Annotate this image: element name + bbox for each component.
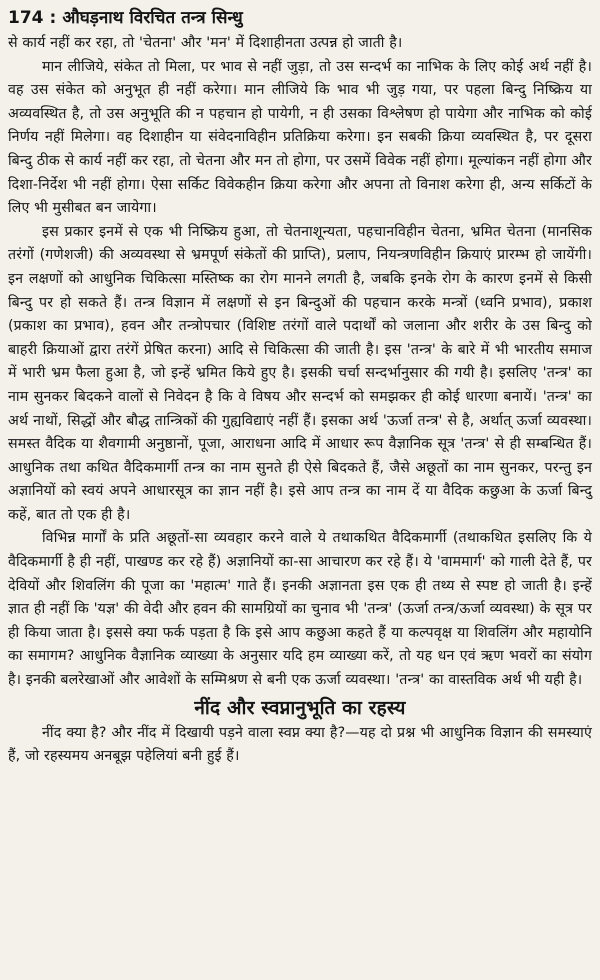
section-heading: नींद और स्वप्नानुभूति का रहस्य: [194, 696, 406, 719]
page-number: 174: [8, 8, 44, 28]
paragraph-continuation: से कार्य नहीं कर रहा, तो 'चेतना' और 'मन' में दिशाहीनता उत्पन्न हो जाती है।: [8, 35, 403, 51]
paragraph: विभिन्न मार्गों के प्रति अछूतों-सा व्यवहार करने वाले ये तथाकथित वैदिकमार्गी (तथाकथित इसलिए कि ये वैदिकमार्गी है ही नहीं, पाखण्ड कर रहे हैं) अज्ञानियों का-सा आचारण कर रहे हैं। ये 'वाममार्ग' को गाली देते हैं, पर देवियों और शिवलिंग की पूजा का 'महात्म' गाते हैं। इनकी अज्ञानता इस एक ही तथ्य से स्पष्ट हो जाती है। इन्हें ज्ञात ही नहीं कि 'यज्ञ' की वेदी और हवन की सामग्रियों का चुनाव भी 'तन्त्र' (ऊर्जा तन्त्र/ऊर्जा व्यवस्था) के सूत्र पर ही किया जाता है। इससे क्या फर्क पड़ता है कि इसे आप कछुआ कहते हैं या कल्पवृक्ष या शिवलिंग और महायोनि का समागम? आधुनिक वैज्ञानिक व्याख्या के अनुसार यदि हम व्याख्या करें, तो यह धन एवं ऋण भवरों का संयोग है। इनकी बलरेखाओं और आवेशों के सम्मिश्रण से बनी एक ऊर्जा व्यवस्था। 'तन्त्र' का वास्तविक अर्थ भी यही है।: [8, 530, 592, 689]
book-title: औघड़नाथ विरचित तन्त्र सिन्धु: [62, 8, 243, 28]
page-header: [8, 6, 592, 32]
paragraph: नींद क्या है? और नींद में दिखायी पड़ने वाला स्वप्न क्या है?—यह दो प्रश्न भी आधुनिक विज्ञान की समस्याएं हैं, जो रहस्यमय अनबूझ पहेलियां बनी हुई हैं।: [8, 724, 592, 765]
page-body: [8, 32, 592, 769]
paragraph: इस प्रकार इनमें से एक भी निष्क्रिय हुआ, तो चेतनाशून्यता, पहचानविहीन चेतना, भ्रमित चेतना (मानसिक तरंगों (गणेशजी) की अव्यवस्था से भ्रमपूर्ण संकेतों की प्राप्ति), प्रलाप, नियन्त्रणविहीन क्रियाएं प्रारम्भ हो जायेंगी। इन लक्षणों को आधुनिक चिकित्सा मस्तिष्क का रोग मानने लगती है, जबकि इनके रोग के कारण इनमें से किसी बिन्दु पर हो सकते हैं। तन्त्र विज्ञान में लक्षणों से इन बिन्दुओं की पहचान करके मन्त्रों (ध्वनि प्रभाव), प्रकाश (प्रकाश का प्रभाव), हवन और तन्त्रोपचार (विशिष्ट तरंगों वाले पदार्थों को जलाना और शरीर के उस बिन्दु को बाहरी क्रियाओं द्वारा तरंगें प्रेषित करना) आदि से चिकित्सा की जाती है। इस 'तन्त्र' के बारे में भी भारतीय समाज में भारी भ्रम फैला हुआ है, जो इन्हें भ्रमित किये हुए है। इसकी चर्चा सन्दर्भानुसार की गयी है। इसलिए 'तन्त्र' का नाम सुनकर बिदकने वालों से निवेदन है कि वे विषय और सन्दर्भ को समझकर ही कोई धारणा बनायें। 'तन्त्र' का अर्थ नाथों, सिद्धों और बौद्ध तान्त्रिकों की गुह्यविद्याएं नहीं हैं। इसका अर्थ 'ऊर्जा तन्त्र' से है, अर्थात् ऊर्जा व्यवस्था। समस्त वैदिक या शैवगामी अनुष्ठानों, पूजा, आराधना आदि में आधार रूप वैज्ञानिक सूत्र 'तन्त्र' से ही सम्बन्धित हैं। आधुनिक तथा कथित वैदिकमार्गी तन्त्र का नाम सुनते ही ऐसे बिदकते हैं, जैसे अछूतों का नाम सुनकर, परन्तु इन अज्ञानियों को स्वयं अपने आधारसूत्र का ज्ञान नहीं है। इसे आप तन्त्र का नाम दें या वैदिक कछुआ के ऊर्जा बिन्दु कहें, बात तो एक ही है।: [8, 223, 592, 523]
header-separator: :: [49, 8, 57, 28]
paragraph: मान लीजिये, संकेत तो मिला, पर भाव से नहीं जुड़ा, तो उस सन्दर्भ का नाभिक के लिए कोई अर्थ नहीं है। वह उस संकेत को अनुभूत ही नहीं करेगा। मान लीजिये कि भाव भी जुड़ गया, पर पहला बिन्दु निष्क्रिय या अव्यवस्थित है, तो उस अनुभूति की न पहचान हो पायेगी, न ही उसका विश्लेषण हो पायेगा और नाभिक को कोई निर्णय नहीं मिलेगा। वह दिशाहीन या संवेदनाविहीन प्रतिक्रिया करेगा। इन सबकी क्रिया व्यवस्थित है, पर दूसरा बिन्दु ठीक से कार्य नहीं कर रहा, तो चेतना और मन तो होगा, पर उसमें विवेक नहीं होगा। मूल्यांकन नहीं होगा और दिशा-निर्देश भी नहीं होगा। ऐसा सर्किट विवेकहीन क्रिया करेगा और अपना तो विनाश करेगा ही, अन्य सर्किटों के लिए भी मुसीबत बन जायेगा।: [8, 58, 592, 217]
